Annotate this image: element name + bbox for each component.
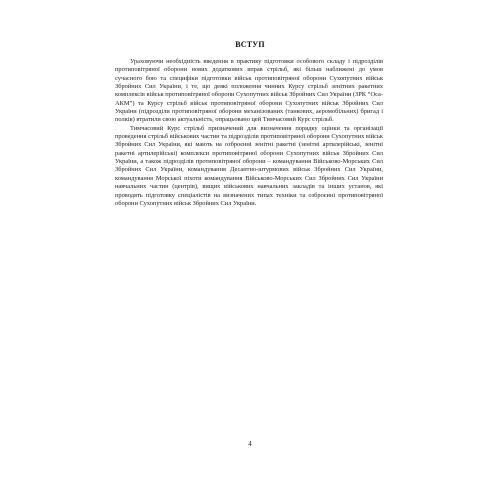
body-text (115, 58, 383, 208)
paragraph: Ураховуючи необхідність введення в практику підготовки особового складу і підрозділів протиповітряної оборони нових додаткових вправ стрільб, які більш наближені до умов сучасного бою та специфіки підготовки військ протиповітряної оборони Сухопутних військ Збройних Сил України, і те, що деякі положення чинних Курсу стрільб зенітних ракетних комплексів військ протиповітряної оборони Сухопутних військ Збройних Сил України (ЗРК “Оса-АКМ”) та Курсу стрільб військ протиповітряної оборони Сухопутних військ Збройних Сил України (підрозділи протиповітряної оборони механізованих (танкових, аеромобільних) бригад і полків) втратили свою актуальність, опрацьовано цей Тимчасовий Курс стрільб. (115, 58, 383, 124)
page-number: 4 (248, 440, 252, 448)
paragraph: Тимчасовий Курс стрільб призначений для визначення порядку оцінки та організації проведення стрільб військових частин та підрозділів протиповітряної оборони Сухопутних військ Збройних Сил України, які мають на озброєнні зенітні ракетні (зенітні артилерійські, зенітні ракетні артилерійські) комплекси протиповітряної оборони Сухопутних військ Збройних Сил України, а також підрозділів протиповітряної оборони – командування Військово-Морських Сил Збройних Сил України, командування Десантно-штурмових військ Збройних Сил України, командування Морської піхоти командування Військово-Морських Сил Збройних Сил України навчальних частин (центрів), вищих військових навчальних закладів та інших установ, які проводять підготовку спеціалістів на визначених типах техніки та озброєнні протиповітряної оборони Сухопутних військ Збройних Сил України. (115, 124, 383, 207)
section-heading: ВСТУП (235, 40, 265, 49)
